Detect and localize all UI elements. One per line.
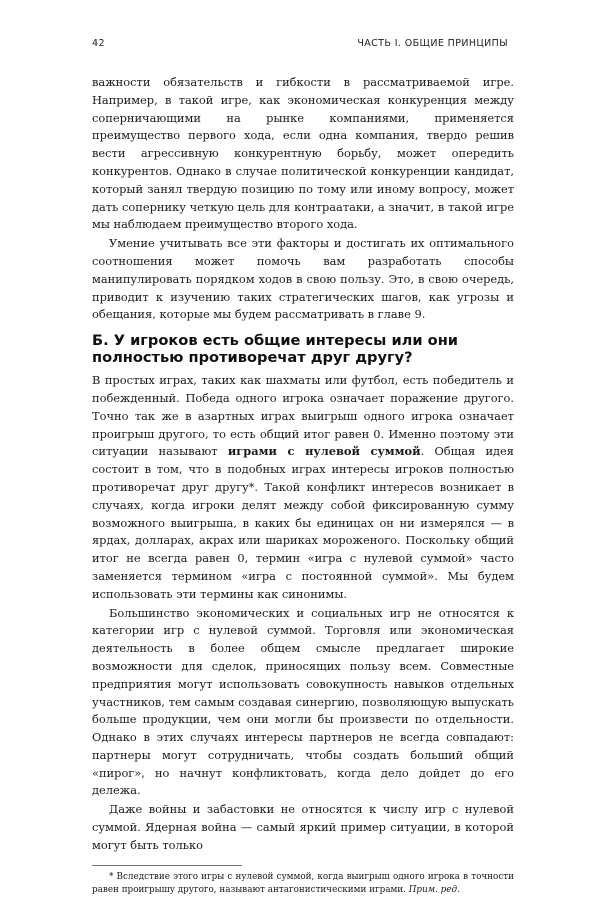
paragraph-move-order: Умение учитывать все эти факторы и достигать их оптимального соотношения может помочь вам разработать способы манипулировать порядком ходов в свою пользу. Это, в свою очередь, приводит к изучению таких стратегических шагов, как угрозы и обещания, которые мы будем рассматривать в главе 9. xyxy=(92,236,514,322)
running-title: ЧАСТЬ I. ОБЩИЕ ПРИНЦИПЫ xyxy=(357,38,508,49)
paragraph-zero-sum xyxy=(92,372,514,603)
page-body xyxy=(92,74,514,897)
paragraph-wars-strikes: Даже войны и забастовки не относятся к числу игр с нулевой суммой. Ядерная война — самый яркий пример ситуации, в которой могут быть только xyxy=(92,802,514,852)
zero-sum-term: играми с нулевой суммой xyxy=(227,444,421,459)
page-number: 42 xyxy=(92,38,105,49)
zero-sum-text-start: В простых играх, таких как шахматы или футбол, есть победитель и побежденный. Победа одного игрока означает поражение другого. Точно так же в азартных играх выигрыш одного игрока означает проигрыш другого, то есть общий итог равен 0. Именно поэтому эти ситуации называют xyxy=(92,373,514,459)
zero-sum-text-end: . Общая идея состоит в том, что в подобных играх интересы игроков полностью противоречат друг другу*. Такой конфликт интересов возникает в случаях, когда игроки делят между собой фиксированную сумму возможного выигрыша, в каких бы единицах он ни измерялся — в ярдах, долларах, акрах или шариках мороженого. Поскольку общий итог не всегда равен 0, термин «игра с нулевой суммой» часто заменяется термином «игра с постоянной суммой». Мы будем использовать эти термины как синонимы. xyxy=(92,444,514,601)
footnote-divider xyxy=(92,865,242,866)
paragraph-continuation: важности обязательств и гибкости в рассматриваемой игре. Например, в такой игре, как экономическая конкуренция между соперничающими на рынке компаниями, применяется преимущество первого хода, если одна компания, твердо решив вести агрессивную конкурентную борьбу, может опередить конкурентов. Однако в случае политической конкуренции кандидат, который занял твердую позицию по тому или иному вопросу, может дать сопернику четкую цель для контраатаки, а значит, в такой игре мы наблюдаем преимущество второго хода. xyxy=(92,75,514,232)
running-header xyxy=(92,38,508,49)
section-heading: Б. У игроков есть общие интересы или они полностью противоречат друг другу? xyxy=(92,332,459,367)
paragraph-economic-games: Большинство экономических и социальных игр не относятся к категории игр с нулевой суммой. Торговля или экономическая деятельность в более общем смысле предлагает широкие возможности для сделок, приносящих пользу всем. Совместные предприятия могут использовать совокупность навыков отдельных участников, тем самым создавая синергию, позволяющую выпускать больше продукции, чем они могли бы произвести по отдельности. Однако в этих случаях интересы партнеров не всегда совпадают: партнеры могут сотрудничать, чтобы создать больший общий «пирог», но начнут конфликтовать, когда дело дойдет до его дележа. xyxy=(92,605,514,798)
footnote-text: * Вследствие этого игры с нулевой суммой, когда выигрыш одного игрока в точности равен проигрышу другого, называют антагонистическими играми. xyxy=(92,871,514,895)
footnote-editor-note: Прим. ред. xyxy=(408,884,460,895)
footnote xyxy=(92,871,514,897)
